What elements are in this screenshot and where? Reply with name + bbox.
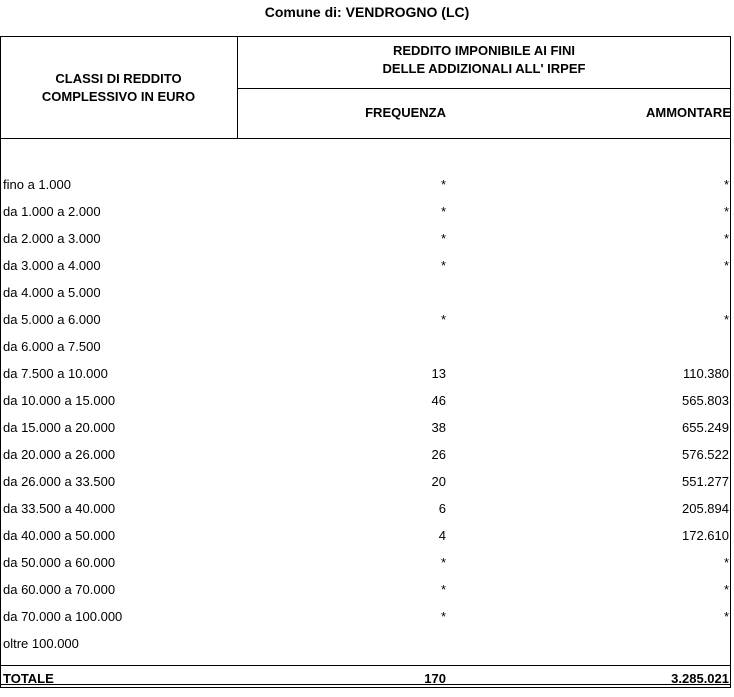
- table-row: [0, 631, 731, 658]
- income-class-cell: da 10.000 a 15.000: [3, 393, 116, 408]
- header-income-classes: [0, 70, 237, 106]
- table-row: [0, 604, 731, 631]
- total-divider-bottom: [0, 684, 731, 685]
- income-class-cell: da 50.000 a 60.000: [3, 555, 116, 570]
- page-title: Comune di: VENDROGNO (LC): [264, 4, 470, 20]
- frequency-cell: 6: [438, 501, 446, 516]
- amount-cell: *: [723, 312, 729, 327]
- amount-cell: *: [723, 609, 729, 624]
- income-class-cell: da 40.000 a 50.000: [3, 528, 116, 543]
- table-row: [0, 442, 731, 469]
- income-class-cell: da 3.000 a 4.000: [3, 258, 101, 273]
- frequency-cell: *: [440, 609, 446, 624]
- table-row: [0, 469, 731, 496]
- table-row: [0, 199, 731, 226]
- amount-cell: *: [723, 555, 729, 570]
- column-header-frequency: FREQUENZA: [365, 105, 446, 120]
- amount-cell: 565.803: [682, 393, 729, 408]
- frequency-cell: *: [440, 204, 446, 219]
- total-amount: 3.285.021: [671, 671, 729, 686]
- column-header-amount: AMMONTARE: [646, 105, 731, 120]
- table-row: [0, 388, 731, 415]
- frequency-cell: 38: [431, 420, 446, 435]
- amount-cell: 172.610: [682, 528, 729, 543]
- income-class-cell: da 7.500 a 10.000: [3, 366, 108, 381]
- table-row: [0, 577, 731, 604]
- table-row: [0, 361, 731, 388]
- income-class-cell: da 5.000 a 6.000: [3, 312, 101, 327]
- frequency-cell: *: [440, 258, 446, 273]
- total-frequency: 170: [424, 671, 446, 686]
- frequency-cell: *: [440, 177, 446, 192]
- frequency-cell: *: [440, 555, 446, 570]
- income-class-cell: da 60.000 a 70.000: [3, 582, 116, 597]
- header-divider-bottom: [0, 138, 731, 139]
- amount-cell: *: [723, 231, 729, 246]
- table-row: [0, 172, 731, 199]
- income-class-cell: da 33.500 a 40.000: [3, 501, 116, 516]
- header-taxable-income: [237, 42, 731, 78]
- table-row: [0, 415, 731, 442]
- total-divider-top: [0, 665, 731, 666]
- amount-cell: 551.277: [682, 474, 729, 489]
- header-taxable-income-line2: DELLE ADDIZIONALI ALL' IRPEF: [382, 61, 586, 76]
- table-row: [0, 307, 731, 334]
- amount-cell: *: [723, 258, 729, 273]
- income-class-cell: da 26.000 a 33.500: [3, 474, 116, 489]
- table-row: [0, 226, 731, 253]
- frequency-cell: 13: [431, 366, 446, 381]
- amount-cell: *: [723, 177, 729, 192]
- income-class-cell: da 15.000 a 20.000: [3, 420, 116, 435]
- frequency-cell: 20: [431, 474, 446, 489]
- header-income-classes-line2: COMPLESSIVO IN EURO: [41, 89, 196, 104]
- frequency-cell: 46: [431, 393, 446, 408]
- table-row: [0, 550, 731, 577]
- income-class-cell: da 6.000 a 7.500: [3, 339, 101, 354]
- amount-cell: *: [723, 204, 729, 219]
- header-divider-middle: [237, 88, 731, 89]
- frequency-cell: *: [440, 231, 446, 246]
- income-class-cell: da 4.000 a 5.000: [3, 285, 101, 300]
- income-class-cell: oltre 100.000: [3, 636, 79, 651]
- amount-cell: 205.894: [682, 501, 729, 516]
- header-taxable-income-line1: REDDITO IMPONIBILE AI FINI: [392, 43, 575, 58]
- table-row: [0, 280, 731, 307]
- frequency-cell: 26: [431, 447, 446, 462]
- income-class-cell: da 2.000 a 3.000: [3, 231, 101, 246]
- table-row: [0, 253, 731, 280]
- table-body: [0, 172, 731, 658]
- income-class-cell: da 70.000 a 100.000: [3, 609, 123, 624]
- amount-cell: 576.522: [682, 447, 729, 462]
- income-class-cell: da 1.000 a 2.000: [3, 204, 101, 219]
- amount-cell: 655.249: [682, 420, 729, 435]
- table-row: [0, 496, 731, 523]
- table-row: [0, 523, 731, 550]
- frequency-cell: *: [440, 582, 446, 597]
- income-class-cell: fino a 1.000: [3, 177, 71, 192]
- amount-cell: 110.380: [682, 366, 729, 381]
- frequency-cell: 4: [438, 528, 446, 543]
- frequency-cell: *: [440, 312, 446, 327]
- income-class-cell: da 20.000 a 26.000: [3, 447, 116, 462]
- header-income-classes-line1: CLASSI DI REDDITO: [55, 71, 182, 86]
- amount-cell: *: [723, 582, 729, 597]
- table-row: [0, 334, 731, 361]
- total-label: TOTALE: [3, 671, 54, 686]
